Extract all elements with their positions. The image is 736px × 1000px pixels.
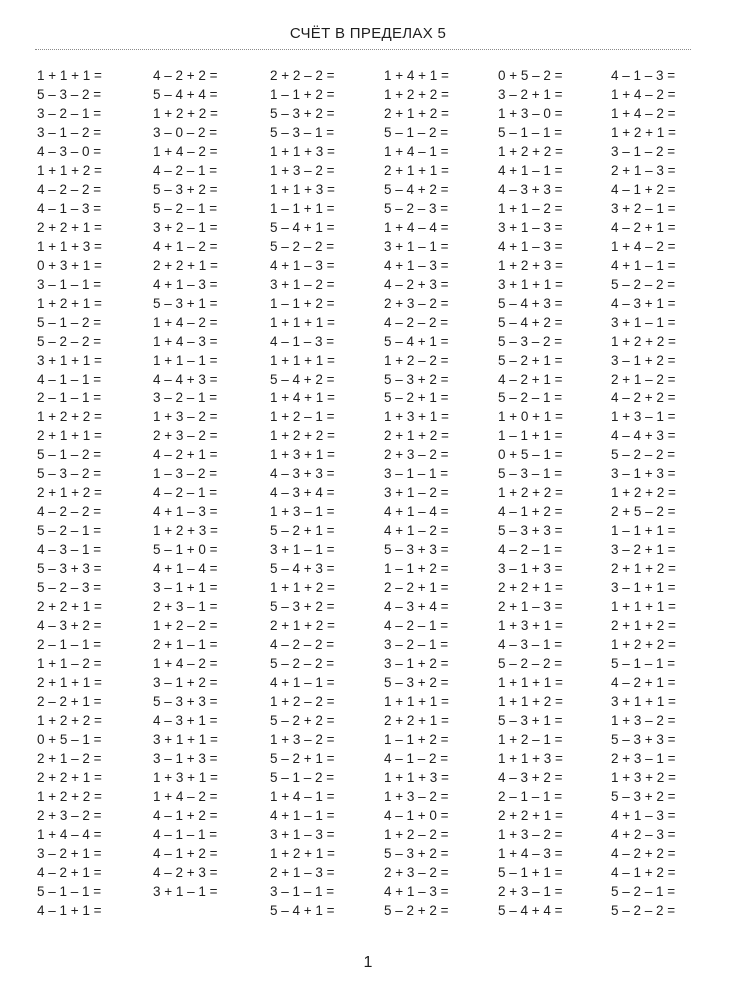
exercise-item: 1 + 2 + 2 = [611, 485, 676, 501]
exercise-item: 1 + 2 – 1 = [270, 409, 335, 425]
exercise-item: 4 – 2 + 2 = [611, 845, 676, 861]
exercise-item: 1 + 3 + 1 = [270, 447, 335, 463]
exercise-item: 3 – 1 + 2 = [611, 352, 676, 368]
exercise-item: 1 + 4 – 2 = [153, 314, 218, 330]
exercise-item: 1 + 4 – 1 = [270, 788, 335, 804]
exercise-item: 4 + 2 – 3 = [611, 826, 676, 842]
exercise-item: 4 – 3 – 1 = [37, 542, 102, 558]
exercise-item: 0 + 3 + 1 = [37, 257, 102, 273]
exercise-item: 5 – 1 + 1 = [498, 864, 563, 880]
exercise-item: 3 + 2 – 1 = [153, 219, 218, 235]
exercise-item: 2 – 1 – 1 = [37, 637, 102, 653]
exercise-item: 3 – 2 + 1 = [37, 845, 102, 861]
exercise-item: 1 + 4 + 1 = [384, 68, 449, 83]
exercise-item: 4 – 1 + 2 = [611, 181, 676, 197]
exercise-item: 1 + 3 – 1 = [611, 409, 676, 425]
exercise-item: 5 – 4 + 1 = [270, 219, 335, 235]
exercise-item: 4 – 3 + 1 = [611, 295, 676, 311]
exercise-item: 4 + 1 – 3 = [384, 257, 449, 273]
exercise-item: 4 – 2 – 2 = [384, 314, 449, 330]
exercise-item: 1 – 1 + 1 = [611, 523, 676, 539]
exercise-item: 1 + 2 + 2 = [37, 409, 102, 425]
exercise-item: 1 + 1 + 2 = [498, 693, 563, 709]
exercise-item: 1 + 2 – 2 = [384, 352, 449, 368]
exercise-item: 1 + 1 – 2 = [37, 656, 102, 672]
exercise-item: 1 + 3 – 2 = [611, 712, 676, 728]
exercise-item: 5 – 4 + 3 = [498, 295, 563, 311]
exercise-item: 4 – 1 + 1 = [37, 902, 102, 918]
exercise-item: 4 – 3 – 0 = [37, 143, 102, 159]
exercise-item: 5 – 4 + 2 = [384, 181, 449, 197]
exercise-item: 5 – 3 + 2 = [270, 599, 335, 615]
page-number: 1 [363, 954, 373, 971]
exercise-item: 3 – 1 – 1 = [270, 883, 335, 899]
exercise-item: 3 + 1 – 2 = [270, 276, 335, 292]
exercise-item: 3 – 0 – 2 = [153, 124, 218, 140]
exercise-item: 1 + 1 – 2 = [498, 200, 563, 216]
exercise-item: 4 – 2 + 1 = [498, 371, 563, 387]
exercise-item: 2 + 1 – 1 = [153, 637, 218, 653]
exercise-item: 1 + 2 + 3 = [498, 257, 563, 273]
exercise-item: 3 – 1 + 3 = [153, 750, 218, 766]
page-title: СЧЁТ В ПРЕДЕЛАХ 5 [289, 25, 447, 42]
exercise-item: 1 + 4 – 2 = [611, 238, 676, 254]
exercise-item: 2 + 3 – 1 = [611, 750, 676, 766]
exercise-item: 4 – 3 + 4 = [270, 485, 335, 501]
exercise-item: 2 + 5 – 2 = [611, 504, 676, 520]
exercise-item: 4 – 2 – 1 = [153, 485, 218, 501]
exercise-item: 4 + 1 – 3 = [270, 257, 335, 273]
exercise-item: 4 – 1 – 2 = [384, 750, 449, 766]
exercise-item: 4 + 1 – 2 = [153, 238, 218, 254]
exercise-item: 4 – 3 – 1 = [498, 637, 563, 653]
exercise-item: 2 + 2 + 1 = [384, 712, 449, 728]
exercise-item: 1 + 1 + 1 = [270, 314, 335, 330]
exercise-item: 5 – 2 – 3 = [37, 580, 102, 596]
exercise-item: 1 + 1 + 3 = [384, 769, 449, 785]
exercise-item: 5 – 4 + 2 = [498, 314, 563, 330]
exercise-item: 5 – 1 – 1 = [611, 656, 676, 672]
exercise-item: 5 – 2 – 1 = [498, 390, 563, 406]
exercise-column [37, 67, 153, 921]
exercise-item: 4 + 1 – 1 = [611, 257, 676, 273]
exercise-item: 1 + 1 + 1 = [384, 693, 449, 709]
exercise-item: 2 + 1 + 1 = [37, 675, 102, 690]
exercise-item: 5 – 3 – 1 = [498, 466, 563, 482]
exercise-item: 3 – 1 – 2 = [611, 143, 676, 159]
exercise-item: 5 – 3 – 1 = [270, 124, 335, 140]
exercise-item: 1 + 4 – 2 = [153, 656, 218, 672]
exercise-item: 2 + 1 – 3 = [611, 162, 676, 178]
exercise-item: 5 – 2 – 2 = [611, 276, 676, 292]
exercise-item: 4 – 2 + 3 = [384, 276, 449, 292]
exercise-item: 5 – 3 + 3 = [153, 693, 218, 709]
exercise-item: 4 – 3 + 2 = [498, 769, 563, 785]
exercise-item: 5 – 2 – 2 = [498, 656, 563, 672]
exercise-item: 5 – 4 + 2 = [270, 371, 335, 387]
exercise-item: 1 + 4 – 3 = [153, 333, 218, 349]
exercise-item: 4 + 1 – 3 = [611, 807, 676, 823]
exercise-item: 5 – 1 – 2 = [384, 124, 449, 140]
exercise-item: 5 – 3 + 3 = [498, 523, 563, 539]
exercise-item: 2 + 3 – 1 = [153, 599, 218, 615]
exercise-item: 5 – 1 – 1 = [37, 883, 102, 899]
exercise-item: 1 + 4 – 4 = [384, 219, 449, 235]
exercise-item: 1 + 2 – 2 = [384, 826, 449, 842]
exercise-item: 5 – 2 – 1 = [611, 883, 676, 899]
exercise-item: 5 – 2 – 2 = [270, 238, 335, 254]
exercise-item: 1 + 2 + 1 = [611, 124, 676, 140]
exercise-item: 1 + 1 + 1 = [37, 68, 102, 83]
exercise-item: 1 + 3 + 1 = [384, 409, 449, 425]
exercise-item: 1 + 2 + 2 = [37, 712, 102, 728]
exercise-item: 2 + 1 – 2 = [37, 750, 102, 766]
exercise-item: 2 + 1 + 1 = [384, 162, 449, 178]
exercise-item: 1 + 2 – 2 = [270, 693, 335, 709]
exercise-item: 1 + 2 + 2 = [611, 637, 676, 653]
exercise-item: 2 + 3 – 1 = [498, 883, 563, 899]
exercise-item: 4 – 1 – 3 = [37, 200, 102, 216]
exercise-item: 5 – 2 – 2 = [611, 447, 676, 463]
exercise-item: 2 – 1 – 1 = [498, 788, 563, 804]
exercise-item: 5 – 3 + 3 = [384, 542, 449, 558]
exercise-item: 5 – 3 + 1 = [498, 712, 563, 728]
exercise-item: 4 – 2 + 3 = [153, 864, 218, 880]
exercise-item: 5 – 4 + 4 = [153, 86, 218, 102]
exercise-item: 1 – 1 + 2 = [384, 561, 449, 577]
exercise-item: 4 – 4 + 3 = [611, 428, 676, 444]
exercise-item: 3 – 2 + 1 = [611, 542, 676, 558]
exercise-item: 5 – 2 + 1 = [270, 523, 335, 539]
exercise-item: 5 – 3 – 2 = [498, 333, 563, 349]
exercise-item: 2 + 3 – 2 = [37, 807, 102, 823]
exercise-item: 3 + 1 – 3 = [498, 219, 563, 235]
exercise-item: 4 – 2 + 2 = [611, 390, 676, 406]
exercise-item: 1 + 1 + 1 = [498, 675, 563, 690]
exercise-item: 3 + 1 + 1 = [37, 352, 102, 368]
exercise-item: 4 + 1 – 3 = [498, 238, 563, 254]
exercise-item: 3 – 1 + 2 = [384, 656, 449, 672]
exercise-item: 1 + 1 + 2 = [270, 580, 335, 596]
exercise-item: 5 – 1 – 2 = [270, 769, 335, 785]
exercise-item: 2 – 2 + 1 = [384, 580, 449, 596]
exercise-item: 1 + 3 + 1 = [153, 769, 218, 785]
exercise-column [498, 67, 611, 921]
exercise-item: 1 + 4 + 1 = [270, 390, 335, 406]
exercise-item: 1 + 3 – 1 = [270, 504, 335, 520]
exercise-item: 4 – 1 + 2 = [611, 864, 676, 880]
exercise-item: 3 – 1 – 2 = [37, 124, 102, 140]
exercise-item: 1 + 1 + 3 = [270, 181, 335, 197]
exercise-item: 4 – 2 + 1 = [611, 219, 676, 235]
exercise-item: 1 + 1 + 3 = [270, 143, 335, 159]
exercise-item: 5 – 4 + 4 = [498, 902, 563, 918]
exercise-item: 1 + 4 – 2 = [153, 788, 218, 804]
exercise-item: 5 – 3 + 2 = [153, 181, 218, 197]
exercise-item: 2 + 2 + 1 = [37, 219, 102, 235]
exercise-item: 1 – 3 – 2 = [153, 466, 218, 482]
exercise-item: 4 – 1 + 2 = [153, 807, 218, 823]
exercise-item: 3 + 2 – 1 = [611, 200, 676, 216]
exercise-item: 4 + 1 – 3 = [153, 504, 218, 520]
exercise-item: 5 – 3 + 2 = [270, 105, 335, 121]
exercise-item: 1 + 0 + 1 = [498, 409, 563, 425]
exercise-item: 4 – 3 + 4 = [384, 599, 449, 615]
exercise-item: 4 – 1 + 0 = [384, 807, 449, 823]
exercise-item: 5 – 3 + 2 = [384, 675, 449, 690]
exercise-item: 1 + 1 + 3 = [498, 750, 563, 766]
exercise-item: 1 + 3 + 2 = [611, 769, 676, 785]
exercise-item: 4 – 1 – 1 = [37, 371, 102, 387]
exercise-item: 1 + 4 – 2 = [611, 86, 676, 102]
exercise-item: 4 + 1 – 4 = [153, 561, 218, 577]
exercise-item: 4 – 3 + 3 = [498, 181, 563, 197]
exercise-item: 1 + 3 – 2 = [384, 788, 449, 804]
exercise-item: 5 – 2 + 1 = [384, 390, 449, 406]
exercise-item: 1 + 4 – 2 = [611, 105, 676, 121]
exercise-item: 1 + 1 + 1 = [611, 599, 676, 615]
exercise-item: 4 – 2 – 1 = [498, 542, 563, 558]
exercise-item: 5 – 3 – 2 = [37, 466, 102, 482]
exercise-item: 4 – 2 + 2 = [153, 68, 218, 83]
exercise-item: 3 – 1 + 3 = [498, 561, 563, 577]
exercise-item: 2 + 2 + 1 = [37, 599, 102, 615]
exercise-item: 2 + 1 – 3 = [498, 599, 563, 615]
exercise-item: 1 + 4 – 2 = [153, 143, 218, 159]
exercise-item: 5 – 4 + 1 = [384, 333, 449, 349]
exercise-item: 5 – 3 + 3 = [37, 561, 102, 577]
exercise-item: 3 + 1 – 1 = [153, 883, 218, 899]
exercise-item: 2 – 1 – 1 = [37, 390, 102, 406]
exercise-item: 1 + 1 + 3 = [37, 238, 102, 254]
exercise-item: 4 + 1 – 1 = [270, 675, 335, 690]
exercise-item: 3 + 1 – 1 = [270, 542, 335, 558]
exercise-column [384, 67, 498, 921]
exercise-item: 5 – 2 – 2 = [37, 333, 102, 349]
exercise-item: 2 + 3 – 2 = [384, 864, 449, 880]
exercise-item: 3 – 2 – 1 = [384, 637, 449, 653]
exercise-item: 1 + 4 – 1 = [384, 143, 449, 159]
exercise-item: 4 – 2 – 2 = [37, 181, 102, 197]
exercise-item: 3 + 1 + 1 = [611, 693, 676, 709]
exercise-item: 5 – 1 – 2 = [37, 447, 102, 463]
exercise-item: 2 + 1 + 2 = [611, 618, 676, 634]
exercise-item: 5 – 3 + 1 = [153, 295, 218, 311]
exercise-item: 1 + 2 + 2 = [153, 105, 218, 121]
exercise-item: 4 – 2 – 1 = [153, 162, 218, 178]
exercise-item: 1 + 2 + 2 = [498, 143, 563, 159]
exercise-item: 2 + 2 + 1 = [498, 580, 563, 596]
exercise-item: 5 – 2 – 1 = [37, 523, 102, 539]
exercise-item: 4 – 1 – 3 = [270, 333, 335, 349]
exercise-item: 2 + 1 + 2 = [37, 485, 102, 501]
exercise-item: 4 – 2 + 1 = [611, 675, 676, 690]
exercise-item: 4 + 1 – 1 = [498, 162, 563, 178]
exercise-item: 3 + 1 – 1 = [384, 238, 449, 254]
exercise-item: 1 + 1 – 1 = [153, 352, 218, 368]
exercise-item: 4 – 3 + 2 = [37, 618, 102, 634]
exercise-item: 1 – 1 + 2 = [270, 295, 335, 311]
exercise-item: 2 + 1 + 2 = [384, 428, 449, 444]
exercise-item: 5 – 1 – 2 = [37, 314, 102, 330]
exercise-item: 1 – 1 + 1 = [498, 428, 563, 444]
exercise-item: 5 – 1 + 0 = [153, 542, 218, 558]
exercise-item: 2 + 1 – 2 = [611, 371, 676, 387]
exercise-item: 1 + 4 – 4 = [37, 826, 102, 842]
exercise-grid [37, 67, 727, 921]
exercise-item: 4 – 4 + 3 = [153, 371, 218, 387]
exercise-item: 5 – 2 – 2 = [611, 902, 676, 918]
exercise-item: 1 + 3 – 2 = [153, 409, 218, 425]
exercise-item: 4 + 1 – 4 = [384, 504, 449, 520]
exercise-item: 1 – 1 + 2 = [270, 86, 335, 102]
exercise-item: 4 – 1 – 3 = [611, 68, 676, 83]
exercise-item: 1 + 2 + 2 = [270, 428, 335, 444]
exercise-item: 5 – 3 + 2 = [611, 788, 676, 804]
exercise-item: 3 – 1 + 2 = [153, 675, 218, 690]
exercise-item: 3 – 2 – 1 = [37, 105, 102, 121]
exercise-item: 4 + 1 – 3 = [153, 276, 218, 292]
exercise-item: 5 – 2 – 2 = [270, 656, 335, 672]
exercise-item: 5 – 4 + 3 = [270, 561, 335, 577]
exercise-item: 4 – 2 – 2 = [270, 637, 335, 653]
exercise-item: 1 + 4 – 3 = [498, 845, 563, 861]
exercise-item: 3 – 1 + 3 = [611, 466, 676, 482]
exercise-item: 1 – 1 + 1 = [270, 200, 335, 216]
exercise-item: 1 + 3 + 1 = [498, 618, 563, 634]
exercise-item: 1 + 2 + 2 = [384, 86, 449, 102]
exercise-item: 1 + 3 – 2 = [270, 162, 335, 178]
exercise-item: 4 + 1 – 2 = [384, 523, 449, 539]
exercise-item: 2 + 1 + 2 = [270, 618, 335, 634]
exercise-item: 4 – 3 + 1 = [153, 712, 218, 728]
exercise-item: 1 + 2 + 2 = [37, 788, 102, 804]
exercise-item: 4 – 1 – 1 = [153, 826, 218, 842]
exercise-item: 4 – 2 + 1 = [153, 447, 218, 463]
exercise-item: 4 – 2 – 1 = [384, 618, 449, 634]
exercise-item: 5 – 2 – 1 = [153, 200, 218, 216]
exercise-item: 5 – 2 + 1 = [270, 750, 335, 766]
exercise-item: 3 – 1 + 1 = [153, 580, 218, 596]
exercise-item: 5 – 3 + 3 = [611, 731, 676, 747]
exercise-item: 5 – 2 – 3 = [384, 200, 449, 216]
exercise-item: 1 + 2 – 1 = [498, 731, 563, 747]
exercise-item: 4 – 1 + 2 = [498, 504, 563, 520]
exercise-item: 4 – 2 + 1 = [37, 864, 102, 880]
exercise-item: 1 + 2 + 1 = [37, 295, 102, 311]
exercise-item: 0 + 5 – 1 = [37, 731, 102, 747]
exercise-item: 3 – 2 – 1 = [153, 390, 218, 406]
exercise-item: 3 – 2 + 1 = [498, 86, 563, 102]
exercise-item: 1 + 2 + 3 = [153, 523, 218, 539]
exercise-item: 4 – 1 + 2 = [153, 845, 218, 861]
exercise-item: 3 + 1 – 1 = [611, 314, 676, 330]
exercise-item: 2 + 1 + 1 = [37, 428, 102, 444]
exercise-item: 1 + 3 – 2 = [270, 731, 335, 747]
exercise-item: 3 + 1 – 2 = [384, 485, 449, 501]
exercise-item: 2 + 1 + 2 = [384, 105, 449, 121]
exercise-item: 5 – 4 + 1 = [270, 902, 335, 918]
exercise-item: 1 + 2 – 2 = [153, 618, 218, 634]
exercise-item: 1 + 1 + 2 = [37, 162, 102, 178]
exercise-item: 4 – 2 – 2 = [37, 504, 102, 520]
exercise-item: 3 + 1 + 1 = [498, 276, 563, 292]
exercise-item: 1 + 3 – 2 = [498, 826, 563, 842]
exercise-item: 4 + 1 – 3 = [384, 883, 449, 899]
exercise-item: 1 + 2 + 1 = [270, 845, 335, 861]
exercise-item: 4 – 3 + 3 = [270, 466, 335, 482]
exercise-item: 0 + 5 – 1 = [498, 447, 563, 463]
exercise-item: 5 – 3 + 2 = [384, 371, 449, 387]
exercise-item: 1 + 3 – 0 = [498, 105, 563, 121]
exercise-column [153, 67, 270, 921]
exercise-item: 1 + 2 + 2 = [498, 485, 563, 501]
exercise-item: 1 + 2 + 2 = [611, 333, 676, 349]
exercise-item: 2 + 3 – 2 = [384, 447, 449, 463]
exercise-item: 2 + 2 + 1 = [498, 807, 563, 823]
exercise-item: 2 + 1 + 2 = [611, 561, 676, 577]
exercise-item: 4 + 1 – 1 = [270, 807, 335, 823]
exercise-item: 1 – 1 + 2 = [384, 731, 449, 747]
exercise-item: 3 – 1 + 1 = [611, 580, 676, 596]
exercise-item: 2 + 3 – 2 = [384, 295, 449, 311]
exercise-item: 3 – 1 – 1 = [37, 276, 102, 292]
exercise-item: 3 + 1 – 3 = [270, 826, 335, 842]
exercise-item: 5 – 3 – 2 = [37, 86, 102, 102]
exercise-item: 5 – 2 + 1 = [498, 352, 563, 368]
exercise-column [270, 67, 384, 921]
exercise-item: 5 – 3 + 2 = [384, 845, 449, 861]
exercise-item: 2 + 3 – 2 = [153, 428, 218, 444]
exercise-item: 2 + 2 – 2 = [270, 68, 335, 83]
exercise-item: 3 – 1 – 1 = [384, 466, 449, 482]
exercise-item: 1 + 1 + 1 = [270, 352, 335, 368]
exercise-item: 0 + 5 – 2 = [498, 68, 563, 83]
title-divider [35, 49, 691, 50]
exercise-column [611, 67, 727, 921]
exercise-item: 5 – 2 + 2 = [270, 712, 335, 728]
exercise-item: 2 + 2 + 1 = [37, 769, 102, 785]
exercise-item: 5 – 2 + 2 = [384, 902, 449, 918]
exercise-item: 2 + 2 + 1 = [153, 257, 218, 273]
exercise-item: 2 – 2 + 1 = [37, 693, 102, 709]
exercise-item: 2 + 1 – 3 = [270, 864, 335, 880]
exercise-item: 3 + 1 + 1 = [153, 731, 218, 747]
exercise-item: 5 – 1 – 1 = [498, 124, 563, 140]
